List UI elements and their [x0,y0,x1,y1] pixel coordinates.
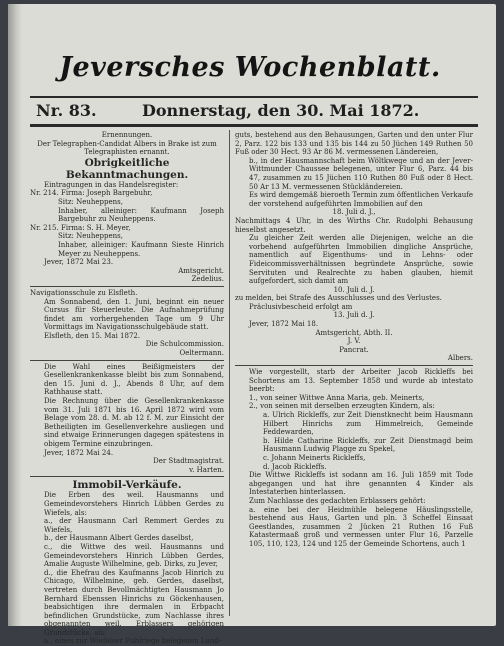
text-paragraph: 1., von seiner Wittwe Anna Maria, geb. Meinerts, [249,393,425,402]
text-paragraph: Albers. [447,354,473,363]
text-paragraph: Wie vorgestellt, starb der Arbeiter Jacob Rickleffs bei Schortens am 13. September 1858 und wurde ab intestato beerbt: [249,368,473,394]
header-rule-top [30,96,478,98]
text-paragraph: a. Ulrich Rickleffs, zur Zeit Dienstknecht beim Hausmann Hilbert Hinrichs zum Himmelreich, Gemeinde Feddewarden, [263,411,473,437]
text-paragraph: Eintragungen in das Handelsregister: [44,180,179,189]
text-paragraph: c., die Wittwe des weil. Hausmanns und Gemeindevorstehers Hinrich Lübben Gerdes, Amalie Auguste Wilhelmine, geb. Dirks, zu Jever, [44,542,224,569]
header-rule-bottom [30,124,478,127]
text-paragraph: a., eines zur Wiefelser Fuhlriege belegenen Land- [44,637,222,646]
text-paragraph: Zedelius. [191,275,224,284]
text-paragraph: Amtsgericht. [178,266,224,275]
text-paragraph: Die Schulcommission. [145,340,224,349]
newspaper-page [8,4,496,646]
text-paragraph: c. Johann Meinerts Rickleffs, [263,453,366,462]
text-paragraph: Die Erben des weil. Hausmanns und Gemeindevorstehers Hinrich Lübben Gerdes zu Wiefels, als: [44,491,224,517]
right-column [235,131,473,549]
text-paragraph: b., in der Hausmannschaft beim Wöltkwege und an der Jever-Wittmunder Chaussee belegenen, unter Flur 6, Parz. 44 bis 47, zusammen zu 15 Jüchen 110 Ruthen 80 Fuß oder 8 Hect. 50 Ar 13 M. vermessenen Stückländereien. [249,156,473,191]
issue-date: Donnerstag, den 30. Mai 1872. [142,101,420,120]
text-paragraph: a., der Hausmann Carl Remmert Gerdes zu Wiefels, [44,517,224,534]
text-paragraph: b., der Hausmann Albert Gerdes daselbst, [44,534,194,543]
text-paragraph: Pancrat. [339,345,369,354]
left-column [30,131,224,646]
section-heading: Obrigkeitliche Bekanntmachungen. [65,156,189,181]
section-divider [30,476,224,477]
text-paragraph: v. Harten. [189,465,224,474]
text-paragraph: Ernennungen. [101,131,153,139]
text-paragraph: Präclusivbescheid erfolgt am [249,302,353,311]
text-paragraph: Der Stadtmagistrat. [153,457,224,466]
page-binding-edge [8,4,22,626]
text-paragraph: 13. Juli d. J. [333,311,375,320]
text-paragraph: Die Wittwe Rickleffs ist sodann am 16. Juli 1859 mit Tode abgegangen und hat ihre genannten 4 Kinder als Intestaterben hinterlassen. [249,471,473,497]
text-paragraph: b. Hilde Catharine Rickleffs, zur Zeit Dienstmagd beim Hausmann Ludwig Plagge zu Spekel, [263,436,473,454]
section-divider [30,360,224,361]
issue-line [30,101,478,123]
text-paragraph: Navigationsschule zu Elsfleth. [30,288,138,297]
text-paragraph: Jever, 1872 Mai 18. [249,320,319,329]
text-paragraph: d. Jacob Rickleffs. [263,462,327,471]
text-paragraph: Elsfleth, den 15. Mai 1872. [44,331,141,340]
text-paragraph: J. V. [347,337,361,346]
text-paragraph: Die Wahl eines Beißigmeisters der Gesellenkrankenkasse bleibt bis zum Sonnabend, den 15. Juni d. J., Abends 8 Uhr, auf dem Rathhause statt. [44,362,224,397]
text-paragraph: Es wird demgemäß bieroeth Termin zum öffentlichen Verkaufe der vorstehend aufgeführten Immobilien auf den [249,191,473,208]
text-paragraph: Oeltermann. [179,349,224,358]
text-paragraph: guts, bestehend aus den Behausungen, Garten und den unter Flur 2, Parz. 122 bis 133 und 135 bis 144 zu 50 Jüchen 149 Ruthen 50 Fuß oder 30 Hect. 93 Ar 86 M. vermessenen Ländereien, [235,131,473,157]
text-paragraph: Amtsgericht, Abth. II. [315,328,393,337]
text-paragraph: Inhaber, alleiniger: Kaufmann Joseph Bargebuhr zu Neuheppens. [58,206,224,224]
text-paragraph: Sitz: Neuheppens, [58,197,123,206]
section-divider [235,365,473,366]
text-paragraph: Zum Nachlasse des gedachten Erblassers gehört: [249,496,426,505]
newspaper-masthead: Jeversches Wochenblatt. [59,52,441,83]
text-paragraph: Nr. 215. Firma: S. H. Meyer, [30,223,131,232]
text-paragraph: Die Rechnung über die Gesellenkrankenkasse vom 31. Juli 1871 bis 16. April 1872 wird vom Belage vom 28. d. M. ab 12 f. M. zur Einsicht der Betheiligten im Gesellenverkehre ausliegen und sind etwaige Erinnerungen dagegen spätestens in obigem Termine einzubringen. [44,397,224,448]
text-paragraph: zu melden, bei Strafe des Ausschlusses und des Verlustes. [235,294,442,303]
text-paragraph: Inhaber, alleiniger: Kaufmann Sieste Hinrich Meyer zu Neuheppens. [58,240,224,258]
text-paragraph: Am Sonnabend, den 1. Juni, beginnt ein neuer Cursus für Steuerleute. Die Aufnahmeprüfung findet am vorhergehenden Tage um 9 Uhr Vormittags im Navigationsschulgebäude statt. [44,297,224,332]
text-paragraph: 2., von seinen mit derselben erzeugten Kindern, als: [249,402,435,411]
section-divider [30,286,224,287]
text-paragraph: Nr. 214. Firma: Joseph Bargebuhr, [30,189,153,198]
text-paragraph: 10. Juli d. J. [333,285,375,294]
text-paragraph: Nachmittags 4 Uhr, in des Wirths Chr. Rudolphi Behausung hieselbst angesetzt. [235,216,473,234]
text-paragraph: Jever, 1872 Mai 23. [44,258,114,267]
text-paragraph: Sitz: Neuheppens, [58,232,123,241]
text-paragraph: a. eine bei der Heidmühle belegene Häuslingsstelle, bestehend aus Haus, Garten und pln. 3 Scheffel Einsaat Geestlandes, zusammen 2 Jücken 21 Ruthen 16 Fuß Katastermaaß groß und vermessen unter Flur 16, Parzelle 105, 110, 123, 124 und 125 der Gemeinde Schortens, auch 1 [249,505,473,548]
text-paragraph: Der Telegraphen-Candidat Albers in Brake ist zum Telegraphisten ernannt. [37,139,217,157]
column-divider [229,130,230,616]
text-paragraph: d., die Ehefrau des Kaufmanns Jacob Hinrich zu Chicago, Wilhelmine, geb. Gerdes, daselbst, vertreten durch Bevollmächtigten Hausmann Jo Bernhard Ebenssen Hinrichs zu Göckenhausen, beabsichtigen ihre dermalen in Erbpacht befindlichen Grundstücke, zum Nachlasse ihres obgenannten weil. Erblassers gehörigen Grundstücke, als: [44,568,224,637]
text-paragraph: Zu gleicher Zeit werden alle Diejenigen, welche an die vorbehend aufgeführten Immobilien dingliche Ansprüche, namentlich auf Eigenthums- und in Lehns- oder Fideicommissverhältnissen begründete Ansprüche, sowie Servituten und Realrechte zu haben glauben, hiemit aufgefordert, sich damit am [249,234,473,286]
text-paragraph: Jever, 1872 Mai 24. [44,448,114,457]
issue-number: Nr. 83. [36,101,97,120]
section-heading: Immobil-Verkäufe. [72,479,182,492]
text-paragraph: 18. Juli d. J., [332,208,376,217]
